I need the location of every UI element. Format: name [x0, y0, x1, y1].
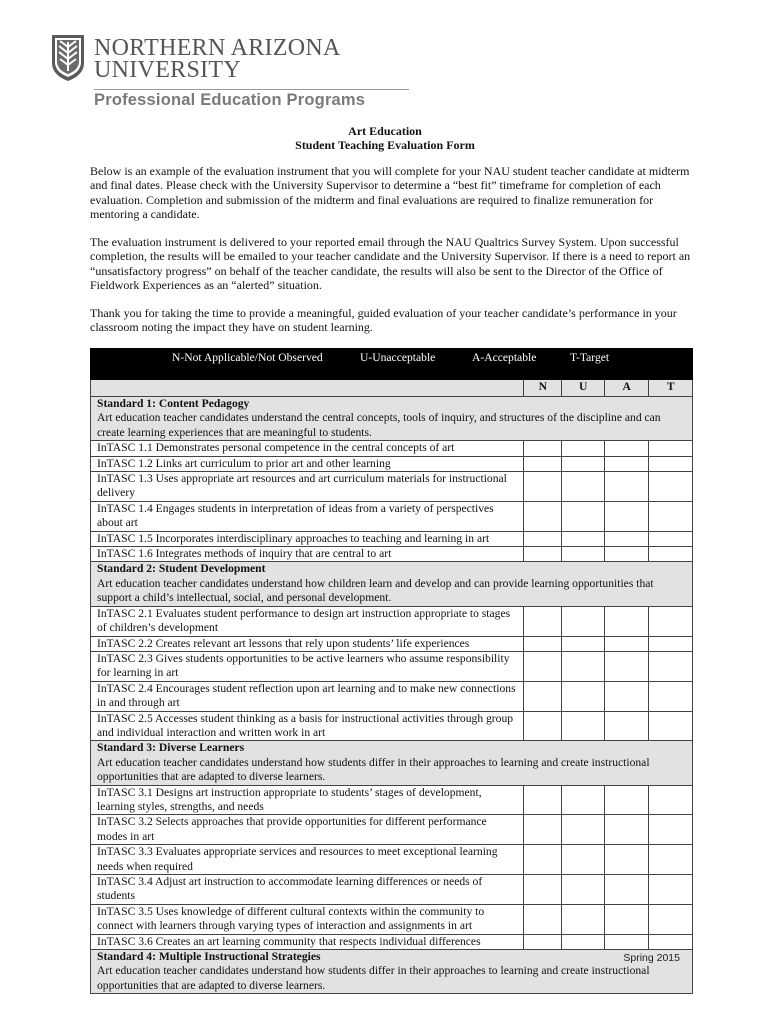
rating-cell-t[interactable] — [649, 651, 693, 681]
rating-cell-u[interactable] — [562, 681, 605, 711]
criterion-text: InTASC 1.1 Demonstrates personal competence in the central concepts of art — [91, 441, 524, 456]
rating-cell-a[interactable] — [605, 456, 649, 471]
university-name-line2: UNIVERSITY — [94, 57, 241, 83]
rating-cell-a[interactable] — [605, 934, 649, 949]
rating-cell-t[interactable] — [649, 547, 693, 562]
rating-cell-t[interactable] — [649, 441, 693, 456]
intro-paragraph-3: Thank you for taking the time to provide a meaningful, guided evaluation of your teacher candidate’s performance in your classroom noting the impact they have on student learning. — [90, 306, 677, 335]
legend-n: N-Not Applicable/Not Observed — [172, 351, 323, 364]
criterion-row — [91, 441, 693, 456]
criterion-row — [91, 501, 693, 531]
rating-cell-u[interactable] — [562, 651, 605, 681]
column-a: A — [605, 380, 649, 397]
criterion-row — [91, 681, 693, 711]
rating-cell-a[interactable] — [605, 845, 649, 875]
standard-description: Art education teacher candidates understand how children learn and develop and can provide learning opportunities that support a child’s intellectual, social, and personal development. — [97, 576, 654, 605]
rating-cell-n[interactable] — [524, 456, 562, 471]
rating-cell-n[interactable] — [524, 934, 562, 949]
rating-cell-n[interactable] — [524, 875, 562, 905]
rating-cell-u[interactable] — [562, 531, 605, 546]
column-header-row — [91, 380, 693, 397]
rating-cell-a[interactable] — [605, 636, 649, 651]
legend-t: T-Target — [570, 351, 610, 364]
criterion-row — [91, 636, 693, 651]
rating-cell-u[interactable] — [562, 636, 605, 651]
rating-cell-a[interactable] — [605, 904, 649, 934]
rating-cell-n[interactable] — [524, 815, 562, 845]
rating-cell-t[interactable] — [649, 904, 693, 934]
rating-cell-t[interactable] — [649, 636, 693, 651]
criterion-row — [91, 845, 693, 875]
rating-cell-t[interactable] — [649, 606, 693, 636]
rating-cell-a[interactable] — [605, 651, 649, 681]
criterion-row — [91, 472, 693, 502]
intro-paragraph-1: Below is an example of the evaluation instrument that you will complete for your NAU student teacher candidate at midterm and final dates. Please check with the University Supervisor to determine a “best fit” timeframe for completion of each evaluation. Completion and submission of the midterm and final evaluations are required to finalize remuneration for mentoring a candidate. — [90, 164, 690, 221]
rating-cell-a[interactable] — [605, 785, 649, 815]
column-t: T — [649, 380, 693, 397]
standard-header-row — [91, 950, 693, 994]
rating-cell-u[interactable] — [562, 934, 605, 949]
standard-header-row — [91, 397, 693, 441]
criterion-text: InTASC 1.2 Links art curriculum to prior art and other learning — [91, 456, 524, 471]
rating-cell-n[interactable] — [524, 606, 562, 636]
rating-cell-t[interactable] — [649, 501, 693, 531]
rating-cell-a[interactable] — [605, 681, 649, 711]
criterion-row — [91, 606, 693, 636]
rating-cell-n[interactable] — [524, 501, 562, 531]
criterion-text: InTASC 1.3 Uses appropriate art resources and art curriculum materials for instructional delivery — [91, 472, 524, 502]
criterion-text: InTASC 2.2 Creates relevant art lessons that rely upon students’ life experiences — [91, 636, 524, 651]
rating-legend-row — [91, 349, 693, 380]
criterion-text: InTASC 3.1 Designs art instruction appropriate to students’ stages of development, learning styles, strengths, and needs — [91, 785, 524, 815]
criterion-text: InTASC 3.4 Adjust art instruction to accommodate learning differences or needs of students — [91, 875, 524, 905]
criterion-row — [91, 785, 693, 815]
criterion-text: InTASC 2.1 Evaluates student performance to design art instruction appropriate to stages of children’s development — [91, 606, 524, 636]
criterion-row — [91, 711, 693, 741]
rating-cell-u[interactable] — [562, 904, 605, 934]
rating-cell-t[interactable] — [649, 875, 693, 905]
rating-cell-a[interactable] — [605, 531, 649, 546]
criterion-text: InTASC 1.6 Integrates methods of inquiry that are central to art — [91, 547, 524, 562]
rating-cell-a[interactable] — [605, 547, 649, 562]
evaluation-table — [90, 348, 693, 994]
rating-cell-n[interactable] — [524, 785, 562, 815]
rating-cell-t[interactable] — [649, 845, 693, 875]
rating-cell-t[interactable] — [649, 681, 693, 711]
column-n: N — [524, 380, 562, 397]
criterion-row — [91, 547, 693, 562]
rating-cell-t[interactable] — [649, 934, 693, 949]
document-heading — [0, 124, 770, 152]
nau-crest-icon — [50, 33, 86, 83]
rating-cell-n[interactable] — [524, 531, 562, 546]
rating-cell-n[interactable] — [524, 441, 562, 456]
rating-cell-t[interactable] — [649, 785, 693, 815]
criterion-row — [91, 904, 693, 934]
rating-cell-t[interactable] — [649, 531, 693, 546]
criterion-row — [91, 651, 693, 681]
rating-cell-u[interactable] — [562, 711, 605, 741]
nau-logo — [50, 33, 420, 113]
rating-cell-u[interactable] — [562, 606, 605, 636]
column-u: U — [562, 380, 605, 397]
standard-title: Standard 3: Diverse Learners — [97, 741, 245, 755]
logo-divider — [94, 89, 409, 90]
rating-cell-t[interactable] — [649, 472, 693, 502]
rating-cell-a[interactable] — [605, 472, 649, 502]
standard-title: Standard 2: Student Development — [97, 562, 266, 576]
rating-cell-n[interactable] — [524, 681, 562, 711]
rating-cell-n[interactable] — [524, 711, 562, 741]
rating-cell-a[interactable] — [605, 815, 649, 845]
rating-cell-u[interactable] — [562, 845, 605, 875]
criterion-text: InTASC 2.4 Encourages student reflection upon art learning and to make new connections in and through art — [91, 681, 524, 711]
rating-cell-t[interactable] — [649, 815, 693, 845]
intro-paragraph-2: The evaluation instrument is delivered to your reported email through the NAU Qualtrics Survey System. Upon successful completion, the results will be emailed to your teacher candidate and the University Supervisor. If there is a need to report an “unsatisfactory progress” on behalf of the teacher candidate, the results will also be sent to the Director of the Office of Fieldwork Experiences as an “alerted” situation. — [90, 235, 691, 292]
legend-a: A-Acceptable — [472, 351, 537, 364]
rating-cell-u[interactable] — [562, 875, 605, 905]
standard-description: Art education teacher candidates understand the central concepts, tools of inquiry, and structures of the discipline and can create learning experiences that are meaningful to students. — [97, 411, 661, 439]
standard-header-row — [91, 741, 693, 785]
rating-cell-t[interactable] — [649, 456, 693, 471]
document-subtitle: Student Teaching Evaluation Form — [295, 138, 475, 152]
criterion-text: InTASC 3.6 Creates an art learning community that respects individual differences — [91, 934, 524, 949]
criterion-row — [91, 456, 693, 471]
criterion-text: InTASC 1.4 Engages students in interpretation of ideas from a variety of perspectives about art — [91, 501, 524, 531]
rating-cell-n[interactable] — [524, 904, 562, 934]
rating-cell-n[interactable] — [524, 651, 562, 681]
legend-u: U-Unacceptable — [360, 351, 436, 364]
criterion-text: InTASC 1.5 Incorporates interdisciplinary approaches to teaching and learning in art — [91, 531, 524, 546]
criterion-row — [91, 815, 693, 845]
rating-cell-a[interactable] — [605, 501, 649, 531]
criterion-row — [91, 531, 693, 546]
rating-cell-n[interactable] — [524, 472, 562, 502]
rating-cell-u[interactable] — [562, 472, 605, 502]
rating-cell-n[interactable] — [524, 845, 562, 875]
rating-cell-u[interactable] — [562, 501, 605, 531]
university-name-line1: NORTHERN ARIZONA — [94, 35, 341, 61]
rating-cell-a[interactable] — [605, 711, 649, 741]
footer-date: Spring 2015 — [623, 952, 680, 964]
criterion-text: InTASC 2.5 Accesses student thinking as a basis for instructional activities through group and individual interaction and written work in art — [91, 711, 524, 741]
rating-cell-u[interactable] — [562, 815, 605, 845]
standard-header-row — [91, 562, 693, 606]
standard-description: Art education teacher candidates understand how students differ in their approaches to learning and create instructional opportunities that are adapted to diverse learners. — [97, 755, 650, 784]
rating-cell-u[interactable] — [562, 456, 605, 471]
department-name: Professional Education Programs — [94, 91, 366, 109]
rating-cell-t[interactable] — [649, 711, 693, 741]
rating-cell-a[interactable] — [605, 606, 649, 636]
rating-cell-u[interactable] — [562, 441, 605, 456]
rating-cell-a[interactable] — [605, 441, 649, 456]
rating-cell-u[interactable] — [562, 785, 605, 815]
standard-title: Standard 1: Content Pedagogy — [97, 397, 250, 410]
standard-title: Standard 4: Multiple Instructional Strategies — [97, 950, 321, 964]
standard-description: Art education teacher candidates understand how students differ in their approaches to learning and create instructional opportunities that are adapted to diverse learners. — [97, 964, 650, 992]
criterion-text: InTASC 3.2 Selects approaches that provide opportunities for different performance modes in art — [91, 815, 524, 845]
criterion-text: InTASC 3.5 Uses knowledge of different cultural contexts within the community to connect with learners through varying types of interaction and assignments in art — [91, 904, 524, 934]
criterion-row — [91, 875, 693, 905]
rating-cell-n[interactable] — [524, 636, 562, 651]
rating-cell-a[interactable] — [605, 875, 649, 905]
rating-cell-n[interactable] — [524, 547, 562, 562]
criterion-row — [91, 934, 693, 949]
rating-cell-u[interactable] — [562, 547, 605, 562]
criterion-text: InTASC 2.3 Gives students opportunities to be active learners who assume responsibility for learning in art — [91, 651, 524, 681]
document-title: Art Education — [348, 124, 422, 138]
criterion-text: InTASC 3.3 Evaluates appropriate services and resources to meet exceptional learning needs when required — [91, 845, 524, 875]
